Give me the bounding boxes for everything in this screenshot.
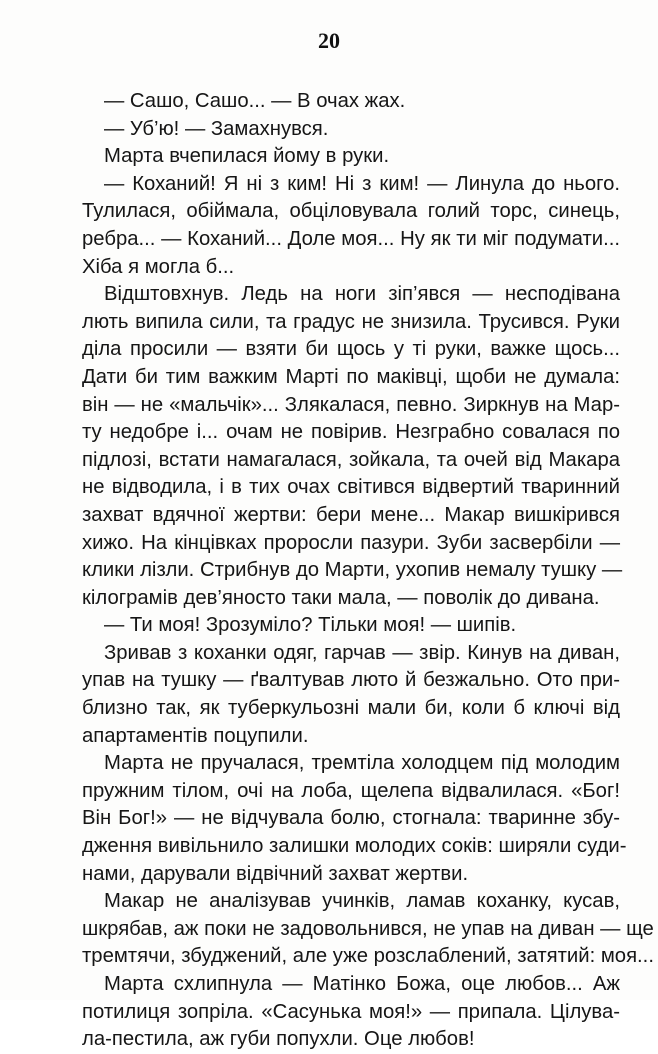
text-line: дження вивільнило залишки молодих соків: ширяли суди-	[82, 835, 627, 858]
text-line: Марта схлипнула — Матінко Божа, оце любов... Аж	[104, 973, 620, 995]
text-line: шкрябав, аж поки не задовольнився, не упав на диван — ще	[82, 917, 654, 940]
text-line: — Сашо, Сашо... — В очах жах.	[104, 90, 406, 112]
paragraph	[82, 971, 620, 1054]
paragraph	[82, 171, 620, 281]
text-line: — Уб’ю! — Замахнувся.	[104, 117, 329, 140]
text-line: потилиця зопріла. «Сасунька моя!» — припала. Цілува-	[82, 1000, 620, 1023]
text-line: не відводила, і в тих очах світився відвертий тваринний	[82, 476, 620, 499]
text-line: Тулилася, обіймала, обціловувала голий торс, синець,	[82, 200, 620, 223]
paragraph	[82, 750, 627, 888]
text-line: підлозі, встати намагалася, зойкала, та очей від Макара	[82, 448, 620, 471]
text-line: діла просили — взяти би щось у ті руки, важке щось...	[82, 338, 620, 361]
page-number: 20	[318, 28, 340, 53]
text-line: ребра... — Коханий... Доле моя... Ну як ти міг подумати...	[82, 227, 620, 250]
text-line: хижо. На кінцівках проросли пазури. Зуби засвербіли —	[82, 531, 620, 554]
text-line: клики лізли. Стрибнув до Марти, ухопив немалу тушку —	[82, 559, 623, 582]
paragraph	[82, 612, 620, 640]
text-line: нами, дарували відвічний захват жертви.	[82, 862, 469, 885]
text-line: Марта вчепилася йому в руки.	[104, 145, 390, 168]
text-line: ла-пестила, аж губи попухли. Оце любов!	[82, 1028, 475, 1051]
text-line: Макар не аналізував учинків, ламав коханку, кусав,	[104, 890, 620, 913]
text-line: — Ти моя! Зрозуміло? Тільки моя! — шипів.	[104, 614, 517, 637]
text-line: він — не «мальчік»... Злякалася, певно. Зиркнув на Мар-	[82, 393, 620, 416]
paragraph	[82, 143, 620, 171]
text-line: — Коханий! Я ні з ким! Ні з ким! — Линула до нього.	[104, 172, 620, 195]
text-line: упав на тушку — ґвалтував люто й безжально. Ото при-	[82, 669, 620, 692]
text-line: захват вдячної жертви: бери мене... Макар вишкірився	[82, 503, 620, 526]
text-line: пружним тілом, очі на лоба, щелепа відвалилася. «Бог!	[82, 779, 620, 802]
paragraph	[82, 88, 620, 116]
text-line: ту недобре і... очам не повірив. Незграбно совалася по	[82, 421, 620, 444]
text-line: Хіба я могла б...	[82, 255, 235, 278]
paragraph	[82, 116, 620, 144]
text-line: Марта не пручалася, тремтіла холодцем під молодим	[104, 752, 620, 775]
text-line: лють випила сили, та градус не знизила. Трусився. Руки	[82, 310, 620, 333]
text-line: кілограмів дев’яносто таки мала, — поволік до дивана.	[82, 586, 600, 609]
body-text	[82, 88, 654, 1054]
text-line: близно так, як туберкульозні мали би, коли б ключі від	[82, 697, 620, 720]
text-line: Дати би тим важким Марті по маківці, щоби не думала:	[82, 365, 620, 388]
text-line: Зривав з коханки одяг, гарчав — звір. Кинув на диван,	[104, 641, 620, 664]
paragraph	[82, 888, 654, 971]
text-line: тремтячи, збуджений, але уже розслаблений, затятий: моя...	[82, 945, 654, 968]
paragraph	[82, 281, 623, 612]
paragraph	[82, 640, 620, 750]
text-line: Відштовхнув. Ледь на ноги зіп’явся — несподівана	[104, 283, 620, 306]
text-line: Він Бог!» — не відчувала болю, стогнала: тваринне збу-	[82, 807, 620, 830]
text-line: апартаментів поцупили.	[82, 724, 309, 747]
